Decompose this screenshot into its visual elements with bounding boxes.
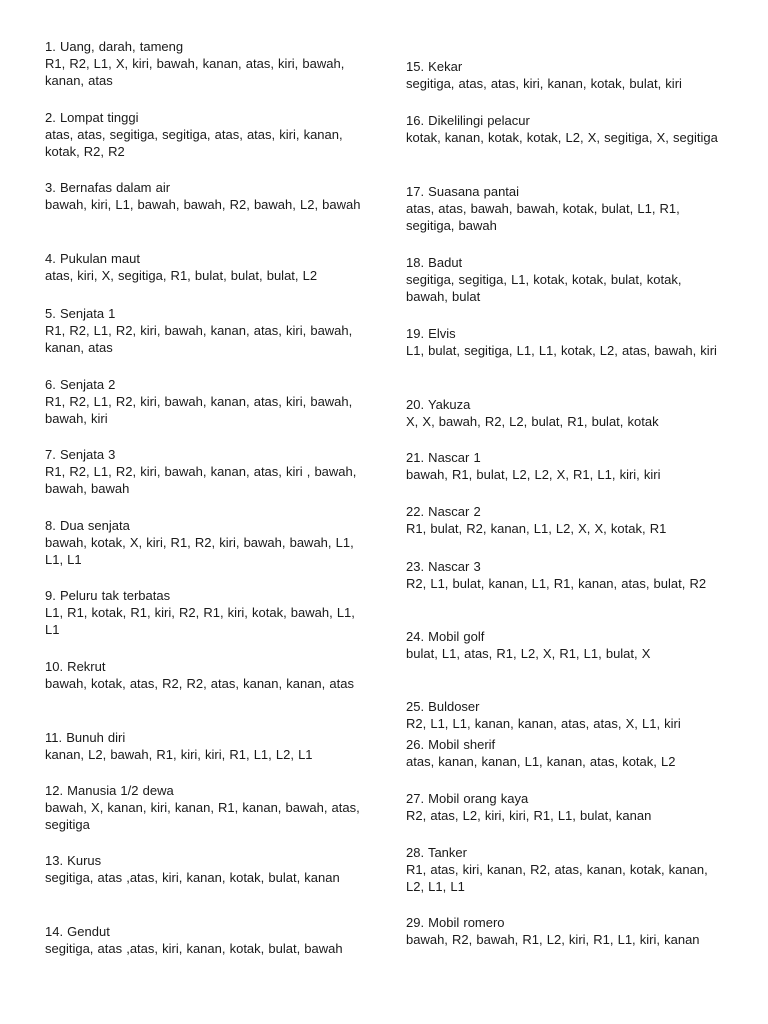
cheat-entry xyxy=(45,305,365,356)
cheat-title: 14. Gendut xyxy=(45,924,110,939)
cheat-entry xyxy=(406,698,718,732)
cheat-entry xyxy=(45,587,365,638)
cheat-entry xyxy=(45,517,365,568)
cheat-codes: R1, R2, L1, R2, kiri, bawah, kanan, atas, kiri, bawah, kanan, atas xyxy=(45,323,353,355)
cheat-codes: kotak, kanan, kotak, kotak, L2, X, segitiga, X, segitiga xyxy=(406,130,718,145)
cheat-title: 1. Uang, darah, tameng xyxy=(45,39,184,54)
cheat-codes: atas, kanan, kanan, L1, kanan, atas, kotak, L2 xyxy=(406,754,676,769)
cheat-codes: segitiga, atas ,atas, kiri, kanan, kotak, bulat, bawah xyxy=(45,941,343,956)
cheat-title: 25. Buldoser xyxy=(406,699,480,714)
cheat-codes: segitiga, segitiga, L1, kotak, kotak, bulat, kotak, bawah, bulat xyxy=(406,272,682,304)
cheat-title: 6. Senjata 2 xyxy=(45,377,116,392)
cheat-codes: bulat, L1, atas, R1, L2, X, R1, L1, bulat, X xyxy=(406,646,651,661)
cheat-entry xyxy=(45,729,365,763)
cheat-entry xyxy=(45,38,365,89)
cheat-title: 5. Senjata 1 xyxy=(45,306,116,321)
cheat-title: 9. Peluru tak terbatas xyxy=(45,588,171,603)
cheat-codes: bawah, kotak, atas, R2, R2, atas, kanan, kanan, atas xyxy=(45,676,354,691)
cheat-title: 23. Nascar 3 xyxy=(406,559,481,574)
cheat-title: 21. Nascar 1 xyxy=(406,450,481,465)
cheat-title: 16. Dikelilingi pelacur xyxy=(406,113,530,128)
cheat-entry xyxy=(45,782,365,833)
cheat-entry xyxy=(45,658,365,692)
cheat-entry xyxy=(45,923,365,957)
cheat-codes: kanan, L2, bawah, R1, kiri, kiri, R1, L1, L2, L1 xyxy=(45,747,313,762)
cheat-entry xyxy=(45,446,365,497)
cheat-codes: segitiga, atas ,atas, kiri, kanan, kotak, bulat, kanan xyxy=(45,870,340,885)
cheat-codes: bawah, X, kanan, kiri, kanan, R1, kanan, bawah, atas, segitiga xyxy=(45,800,360,832)
cheat-entry xyxy=(406,396,718,430)
cheat-title: 11. Bunuh diri xyxy=(45,730,126,745)
cheat-codes: bawah, R2, bawah, R1, L2, kiri, R1, L1, kiri, kanan xyxy=(406,932,700,947)
cheat-title: 13. Kurus xyxy=(45,853,102,868)
cheat-entry xyxy=(45,109,365,160)
cheat-codes: R1, R2, L1, X, kiri, bawah, kanan, atas, kiri, bawah, kanan, atas xyxy=(45,56,345,88)
cheat-entry xyxy=(45,376,365,427)
cheat-entry xyxy=(406,844,718,895)
cheat-entry xyxy=(45,852,365,886)
cheat-codes: atas, atas, segitiga, segitiga, atas, atas, kiri, kanan, kotak, R2, R2 xyxy=(45,127,343,159)
cheat-codes: segitiga, atas, atas, kiri, kanan, kotak, bulat, kiri xyxy=(406,76,682,91)
cheat-title: 17. Suasana pantai xyxy=(406,184,520,199)
cheat-entry xyxy=(406,558,718,592)
cheat-title: 24. Mobil golf xyxy=(406,629,485,644)
cheat-codes: L1, bulat, segitiga, L1, L1, kotak, L2, atas, bawah, kiri xyxy=(406,343,717,358)
cheat-title: 4. Pukulan maut xyxy=(45,251,140,266)
cheat-entry xyxy=(406,790,718,824)
cheat-codes: R2, atas, L2, kiri, kiri, R1, L1, bulat, kanan xyxy=(406,808,652,823)
cheat-codes: R1, R2, L1, R2, kiri, bawah, kanan, atas, kiri , bawah, bawah, bawah xyxy=(45,464,357,496)
cheat-codes: R1, bulat, R2, kanan, L1, L2, X, X, kotak, R1 xyxy=(406,521,667,536)
cheat-title: 7. Senjata 3 xyxy=(45,447,116,462)
cheat-codes: bawah, kotak, X, kiri, R1, R2, kiri, bawah, bawah, L1, L1, L1 xyxy=(45,535,354,567)
cheat-codes: R1, atas, kiri, kanan, R2, atas, kanan, kotak, kanan, L2, L1, L1 xyxy=(406,862,708,894)
cheat-title: 19. Elvis xyxy=(406,326,456,341)
cheat-title: 15. Kekar xyxy=(406,59,463,74)
cheat-entry xyxy=(406,183,718,234)
cheat-codes: bawah, kiri, L1, bawah, bawah, R2, bawah, L2, bawah xyxy=(45,197,361,212)
cheat-entry xyxy=(406,914,718,948)
cheat-codes: L1, R1, kotak, R1, kiri, R2, R1, kiri, kotak, bawah, L1, L1 xyxy=(45,605,355,637)
cheat-title: 10. Rekrut xyxy=(45,659,106,674)
cheat-entry xyxy=(406,503,718,537)
cheat-title: 18. Badut xyxy=(406,255,463,270)
cheat-title: 29. Mobil romero xyxy=(406,915,505,930)
cheat-codes: R2, L1, bulat, kanan, L1, R1, kanan, atas, bulat, R2 xyxy=(406,576,707,591)
cheat-title: 26. Mobil sherif xyxy=(406,737,496,752)
cheat-entry xyxy=(45,250,365,284)
cheat-codes: X, X, bawah, R2, L2, bulat, R1, bulat, kotak xyxy=(406,414,659,429)
cheat-codes: bawah, R1, bulat, L2, L2, X, R1, L1, kiri, kiri xyxy=(406,467,661,482)
cheat-entry xyxy=(406,628,718,662)
cheat-title: 2. Lompat tinggi xyxy=(45,110,139,125)
cheat-codes: R1, R2, L1, R2, kiri, bawah, kanan, atas, kiri, bawah, bawah, kiri xyxy=(45,394,353,426)
cheat-title: 22. Nascar 2 xyxy=(406,504,481,519)
cheat-entry xyxy=(406,449,718,483)
cheat-entry xyxy=(406,112,718,146)
cheat-codes: atas, atas, bawah, bawah, kotak, bulat, L1, R1, segitiga, bawah xyxy=(406,201,680,233)
cheat-entry xyxy=(406,254,718,305)
cheat-title: 8. Dua senjata xyxy=(45,518,130,533)
cheat-title: 12. Manusia 1/2 dewa xyxy=(45,783,174,798)
cheat-entry xyxy=(406,736,718,770)
cheat-codes: atas, kiri, X, segitiga, R1, bulat, bulat, bulat, L2 xyxy=(45,268,318,283)
cheat-title: 20. Yakuza xyxy=(406,397,471,412)
cheat-title: 3. Bernafas dalam air xyxy=(45,180,171,195)
cheat-entry xyxy=(45,179,365,213)
cheat-entry xyxy=(406,58,718,92)
cheat-title: 28. Tanker xyxy=(406,845,467,860)
cheat-title: 27. Mobil orang kaya xyxy=(406,791,529,806)
cheat-codes: R2, L1, L1, kanan, kanan, atas, atas, X, L1, kiri xyxy=(406,716,681,731)
cheat-entry xyxy=(406,325,718,359)
